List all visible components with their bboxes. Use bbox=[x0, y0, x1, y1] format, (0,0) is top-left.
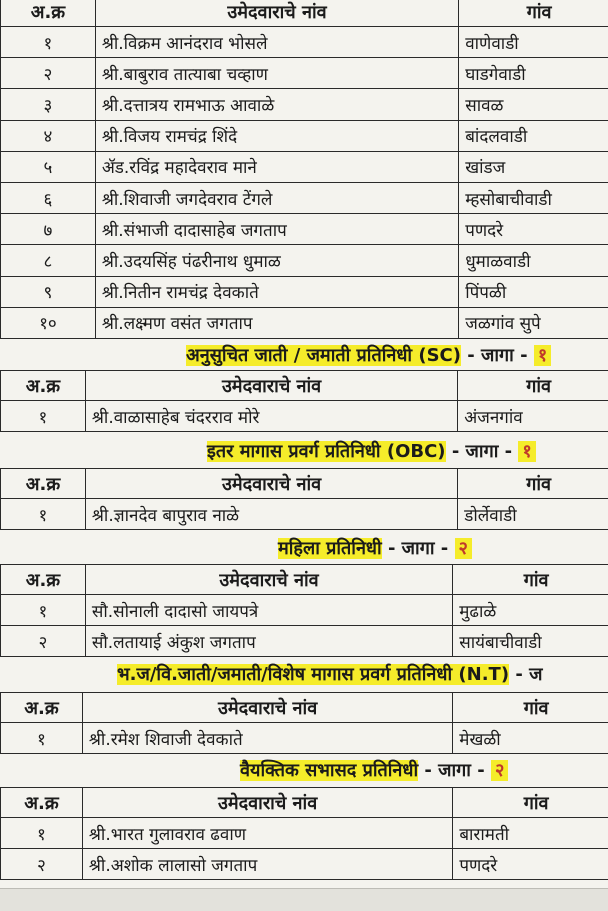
table-row bbox=[1, 723, 608, 754]
candidate-name-cell: श्री.लक्ष्मण वसंत जगताप bbox=[95, 307, 458, 338]
section-seats-label: - जागा - bbox=[461, 345, 534, 366]
table-row bbox=[1, 401, 608, 432]
header-candidate-name: उमेदवाराचे नांव bbox=[95, 0, 458, 27]
candidate-name-cell: श्री.विजय रामचंद्र शिंदे bbox=[95, 120, 458, 151]
table-row bbox=[1, 58, 608, 89]
serial-cell: १ bbox=[1, 595, 86, 626]
section-seats-label: - जागा - bbox=[382, 538, 455, 559]
village-cell: सावळ bbox=[459, 89, 608, 120]
table-header-row bbox=[1, 565, 608, 595]
table-row bbox=[1, 120, 608, 151]
village-cell: मुढाळे bbox=[453, 595, 608, 626]
header-serial: अ.क्र bbox=[1, 0, 96, 27]
serial-cell: १ bbox=[1, 723, 83, 754]
candidates-table-obc bbox=[0, 468, 608, 530]
header-village: गांव bbox=[459, 0, 608, 27]
candidate-name-cell: श्री.ज्ञानदेव बापुराव नाळे bbox=[85, 499, 457, 530]
serial-cell: ८ bbox=[1, 245, 96, 276]
section-title: भ.ज/वि.जाती/जमाती/विशेष मागास प्रवर्ग प्रतिनिधी (N.T) bbox=[117, 664, 509, 685]
table-row bbox=[1, 849, 608, 880]
section-seats-label: - जागा - bbox=[446, 441, 519, 462]
serial-cell: ९ bbox=[1, 276, 96, 307]
village-cell: सायंबाचीवाडी bbox=[453, 626, 608, 657]
candidate-name-cell: सौ.लतायाई अंकुश जगताप bbox=[85, 626, 452, 657]
village-cell: बारामती bbox=[453, 818, 608, 849]
section-title: अनुसुचित जाती / जमाती प्रतिनिधी (SC) bbox=[186, 345, 461, 366]
header-village: गांव bbox=[458, 371, 608, 401]
table-row bbox=[1, 151, 608, 182]
serial-cell: १ bbox=[1, 499, 86, 530]
candidate-name-cell: श्री.रमेश शिवाजी देवकाते bbox=[82, 723, 452, 754]
serial-cell: ५ bbox=[1, 151, 96, 182]
header-village: गांव bbox=[458, 469, 608, 499]
table-header-row bbox=[1, 788, 608, 818]
table-row bbox=[1, 818, 608, 849]
section-title: महिला प्रतिनिधी bbox=[278, 538, 382, 559]
section-heading-individual bbox=[0, 756, 608, 786]
header-serial: अ.क्र bbox=[1, 565, 86, 595]
section-seats-label: - ज bbox=[509, 664, 542, 685]
serial-cell: १ bbox=[1, 27, 96, 58]
table-body bbox=[1, 499, 608, 530]
table-row bbox=[1, 307, 608, 338]
serial-cell: ६ bbox=[1, 182, 96, 213]
candidate-name-cell: श्री.शिवाजी जगदेवराव टेंगले bbox=[95, 182, 458, 213]
candidates-table-nt bbox=[0, 692, 608, 754]
header-village: गांव bbox=[453, 693, 608, 723]
table-body bbox=[1, 401, 608, 432]
candidate-name-cell: श्री.विक्रम आनंदराव भोसले bbox=[95, 27, 458, 58]
serial-cell: २ bbox=[1, 626, 86, 657]
candidate-name-cell: श्री.दत्तात्रय रामभाऊ आवाळे bbox=[95, 89, 458, 120]
table-row bbox=[1, 182, 608, 213]
village-cell: बांदलवाडी bbox=[459, 120, 608, 151]
table-row bbox=[1, 626, 608, 657]
header-candidate-name: उमेदवाराचे नांव bbox=[82, 693, 452, 723]
header-serial: अ.क्र bbox=[1, 788, 83, 818]
table-row bbox=[1, 276, 608, 307]
page-bottom-edge bbox=[0, 888, 608, 911]
serial-cell: १ bbox=[1, 401, 86, 432]
section-heading-nt bbox=[0, 660, 608, 690]
section-seats-count: २ bbox=[455, 538, 472, 559]
village-cell: धुमाळवाडी bbox=[459, 245, 608, 276]
village-cell: पणदरे bbox=[453, 849, 608, 880]
village-cell: म्हसोबाचीवाडी bbox=[459, 182, 608, 213]
section-heading-women bbox=[0, 534, 608, 564]
table-header-row bbox=[1, 0, 608, 27]
section-seats-count: १ bbox=[518, 441, 535, 462]
candidate-name-cell: श्री.वाळासाहेब चंदरराव मोरे bbox=[85, 401, 457, 432]
table-row bbox=[1, 499, 608, 530]
candidate-name-cell: श्री.अशोक लालासो जगताप bbox=[82, 849, 452, 880]
header-candidate-name: उमेदवाराचे नांव bbox=[82, 788, 452, 818]
section-heading-obc bbox=[0, 437, 608, 467]
village-cell: जळगांव सुपे bbox=[459, 307, 608, 338]
table-body bbox=[1, 818, 608, 880]
candidate-name-cell: श्री.भारत गुलावराव ढवाण bbox=[82, 818, 452, 849]
serial-cell: १० bbox=[1, 307, 96, 338]
candidates-table-sc bbox=[0, 370, 608, 432]
candidates-table-women bbox=[0, 564, 608, 657]
serial-cell: ७ bbox=[1, 214, 96, 245]
village-cell: खांडज bbox=[459, 151, 608, 182]
serial-cell: २ bbox=[1, 849, 83, 880]
village-cell: पणदरे bbox=[459, 214, 608, 245]
table-row bbox=[1, 245, 608, 276]
village-cell: डोर्लेवाडी bbox=[458, 499, 608, 530]
village-cell: वाणेवाडी bbox=[459, 27, 608, 58]
village-cell: मेखळी bbox=[453, 723, 608, 754]
table-row bbox=[1, 27, 608, 58]
candidate-name-cell: श्री.उदयसिंह पंढरीनाथ धुमाळ bbox=[95, 245, 458, 276]
table-header-row bbox=[1, 371, 608, 401]
village-cell: घाडगेवाडी bbox=[459, 58, 608, 89]
section-heading-sc bbox=[0, 341, 608, 371]
header-serial: अ.क्र bbox=[1, 371, 86, 401]
section-title: इतर मागास प्रवर्ग प्रतिनिधी (OBC) bbox=[207, 441, 446, 462]
candidates-table-individual bbox=[0, 787, 608, 880]
serial-cell: १ bbox=[1, 818, 83, 849]
candidate-name-cell: ॲड.रविंद्र महादेवराव माने bbox=[95, 151, 458, 182]
table-body bbox=[1, 27, 608, 339]
candidate-name-cell: श्री.बाबुराव तात्याबा चव्हाण bbox=[95, 58, 458, 89]
candidate-name-cell: श्री.नितीन रामचंद्र देवकाते bbox=[95, 276, 458, 307]
serial-cell: २ bbox=[1, 58, 96, 89]
header-candidate-name: उमेदवाराचे नांव bbox=[85, 469, 457, 499]
header-village: गांव bbox=[453, 788, 608, 818]
header-serial: अ.क्र bbox=[1, 469, 86, 499]
table-row bbox=[1, 595, 608, 626]
table-header-row bbox=[1, 693, 608, 723]
village-cell: पिंपळी bbox=[459, 276, 608, 307]
header-candidate-name: उमेदवाराचे नांव bbox=[85, 565, 452, 595]
header-village: गांव bbox=[453, 565, 608, 595]
village-cell: अंजनगांव bbox=[458, 401, 608, 432]
section-seats-label: - जागा - bbox=[418, 760, 491, 781]
table-body bbox=[1, 723, 608, 754]
serial-cell: ३ bbox=[1, 89, 96, 120]
section-seats-count: २ bbox=[491, 760, 508, 781]
table-body bbox=[1, 595, 608, 657]
table-row bbox=[1, 89, 608, 120]
table-header-row bbox=[1, 469, 608, 499]
candidate-name-cell: श्री.संभाजी दादासाहेब जगताप bbox=[95, 214, 458, 245]
candidates-table-general bbox=[0, 0, 608, 339]
candidate-name-cell: सौ.सोनाली दादासो जायपत्रे bbox=[85, 595, 452, 626]
header-candidate-name: उमेदवाराचे नांव bbox=[85, 371, 457, 401]
header-serial: अ.क्र bbox=[1, 693, 83, 723]
section-seats-count: १ bbox=[534, 345, 551, 366]
serial-cell: ४ bbox=[1, 120, 96, 151]
table-row bbox=[1, 214, 608, 245]
section-title: वैयक्तिक सभासद प्रतिनिधी bbox=[240, 760, 418, 781]
